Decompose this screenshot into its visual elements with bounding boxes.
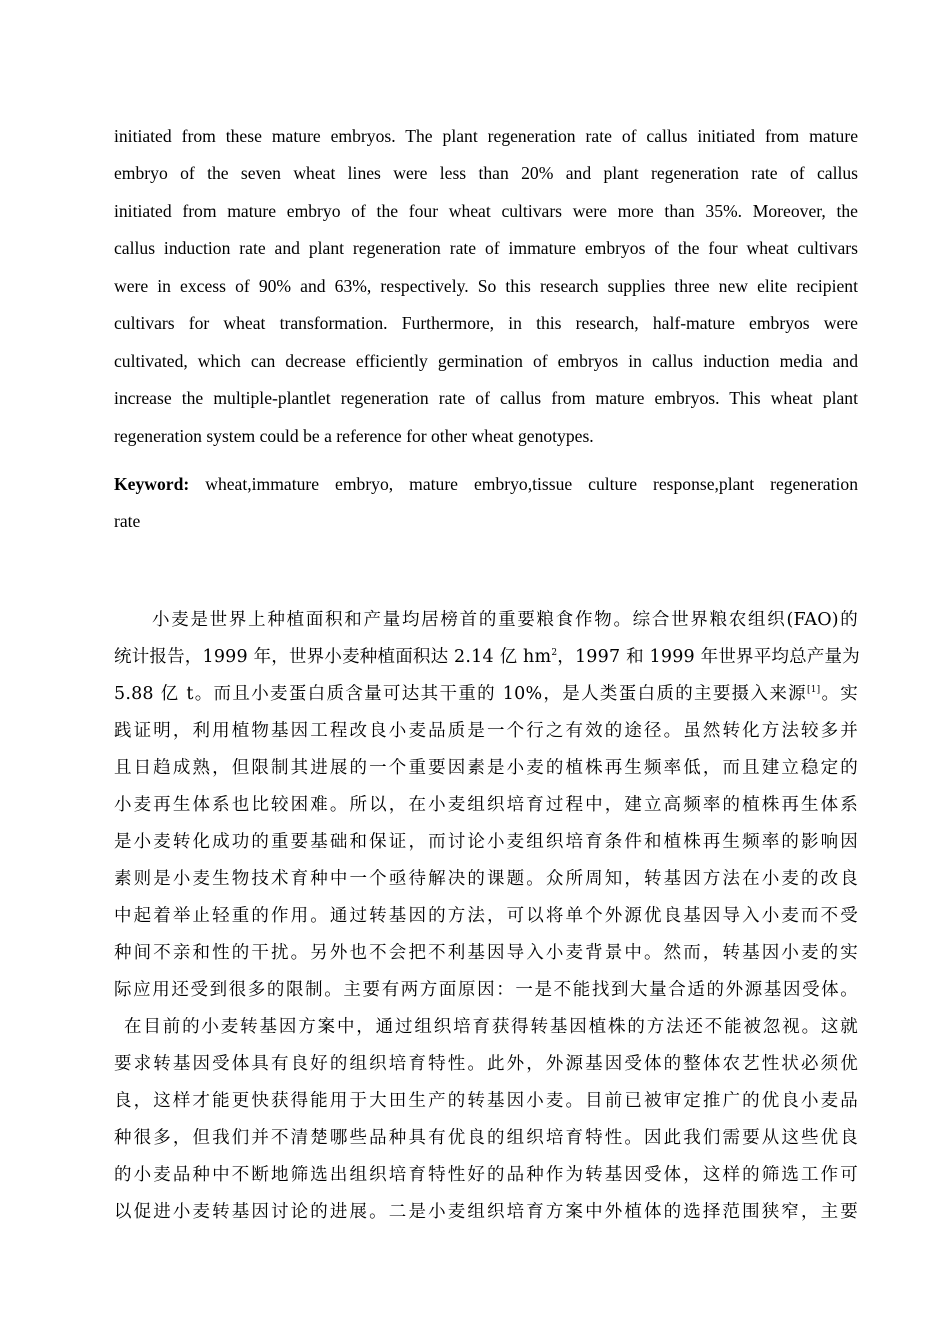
body-line-3: 5.88 亿 t。而且小麦蛋白质含量可达其干重的 10%，是人类蛋白质的主要摄入来源[1]。实 [114,684,858,704]
abstract-line-3: initiated from mature embryo of the four wheat cultivars were more than 35%. Moreover, the [114,201,858,221]
body-line-11: 际应用还受到很多的限制。主要有两方面原因：一是不能找到大量合适的外源基因受体。 [114,980,858,1000]
body-line-10: 种间不亲和性的干扰。另外也不会把不利基因导入小麦背景中。然而，转基因小麦的实 [114,943,858,963]
superscript-2: 2 [551,648,558,659]
abstract-line-9: regeneration system could be a reference for other wheat genotypes. [114,426,594,446]
body-line-6: 小麦再生体系也比较困难。所以，在小麦组织培育过程中，建立高频率的植株再生体系 [114,795,858,815]
abstract-line-7: cultivated, which can decrease efficiently germination of embryos in callus induction media and [114,351,858,371]
abstract-line-8: increase the multiple-plantlet regeneration rate of callus from mature embryos. This wheat plant [114,388,858,408]
body-line-15: 种很多，但我们并不清楚哪些品种具有优良的组织培育特性。因此我们需要从这些优良 [114,1128,858,1148]
keywords-label: Keyword: [114,474,190,494]
body-line-9: 中起着举止轻重的作用。通过转基因的方法，可以将单个外源优良基因导入小麦而不受 [114,906,858,926]
body-line-8: 素则是小麦生物技术育种中一个亟待解决的课题。众所周知，转基因方法在小麦的改良 [114,869,858,889]
body-line-13: 要求转基因受体具有良好的组织培育特性。此外，外源基因受体的整体农艺性状必须优 [114,1054,858,1074]
body-line-7: 是小麦转化成功的重要基础和保证，而讨论小麦组织培育条件和植株再生频率的影响因 [114,832,858,852]
abstract-line-6: cultivars for wheat transformation. Furthermore, in this research, half-mature embryos were [114,313,858,333]
abstract-line-2: embryo of the seven wheat lines were less than 20% and plant regeneration rate of callus [114,163,858,183]
keywords-line-2: rate [114,511,141,531]
body-line-12: 在目前的小麦转基因方案中，通过组织培育获得转基因植株的方法还不能被忽视。这就 [124,1017,858,1037]
abstract-line-5: were in excess of 90% and 63%, respectively. So this research supplies three new elite recipient [114,276,858,296]
body-line-1: 小麦是世界上种植面积和产量均居榜首的重要粮食作物。综合世界粮农组织(FAO)的 [152,610,858,630]
abstract-line-1: initiated from these mature embryos. The plant regeneration rate of callus initiated from mature [114,126,858,146]
keywords-line-1 [114,473,858,495]
citation-ref: [1] [806,685,821,695]
abstract-line-4: callus induction rate and plant regeneration rate of immature embryos of the four wheat cultivars [114,238,858,258]
keywords-text: wheat,immature embryo, mature embryo,tissue culture response,plant regeneration [205,474,859,494]
body-line-4: 践证明，利用植物基因工程改良小麦品质是一个行之有效的途径。虽然转化方法较多并 [114,721,858,741]
body-line-5: 且日趋成熟，但限制其进展的一个重要因素是小麦的植株再生频率低，而且建立稳定的 [114,758,858,778]
body-line-17: 以促进小麦转基因讨论的进展。二是小麦组织培育方案中外植体的选择范围狭窄，主要 [114,1202,858,1222]
body-line-14: 良，这样才能更快获得能用于大田生产的转基因小麦。目前已被审定推广的优良小麦品 [114,1091,858,1111]
body-line-16: 的小麦品种中不断地筛选出组织培育特性好的品种作为转基因受体，这样的筛选工作可 [114,1165,858,1185]
body-line-2: 统计报告，1999 年，世界小麦种植面积达 2.14 亿 $hm^2$，1997 和 1999 年世界平均总产量为 [114,647,860,667]
